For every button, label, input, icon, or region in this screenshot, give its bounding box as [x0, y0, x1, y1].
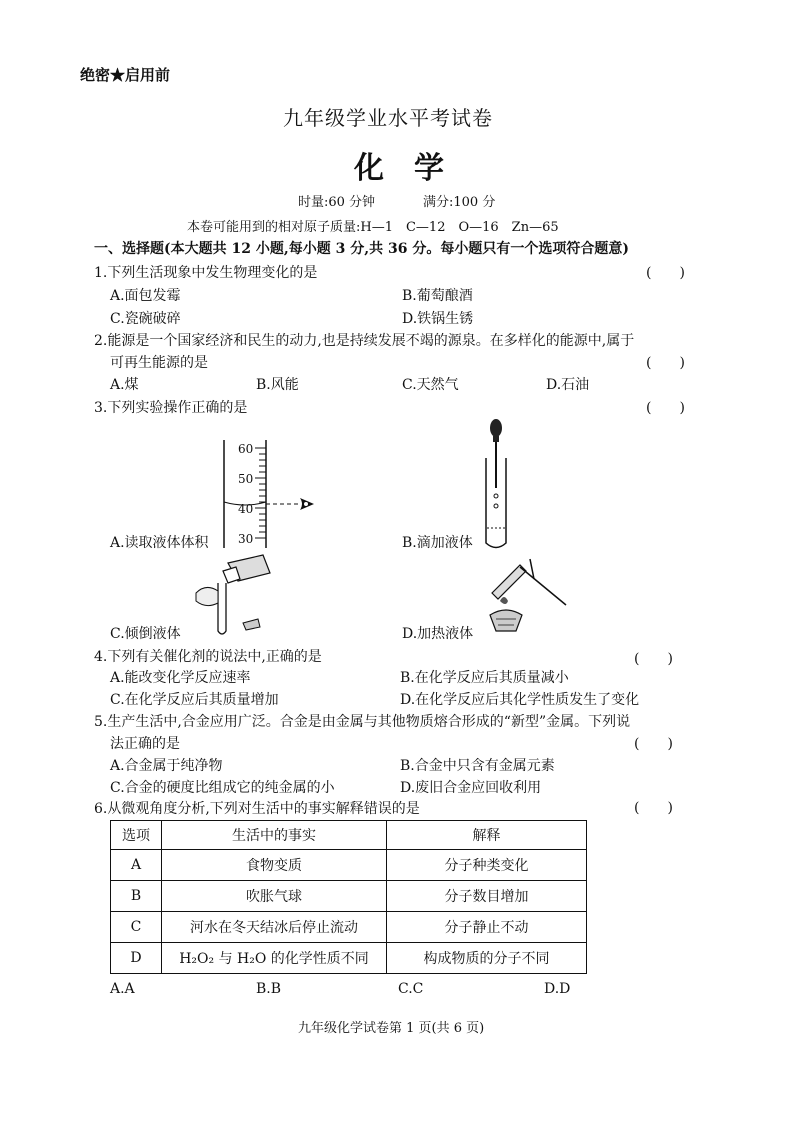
page-footer: 九年级化学试卷第 1 页(共 6 页) — [298, 1021, 485, 1036]
q4-option-a: A.能改变化学反应速率 — [110, 670, 251, 686]
table-cell: 分子种类变化 — [387, 850, 587, 881]
q3-option-d: D.加热液体 — [402, 626, 474, 642]
heating-liquid-illustration — [480, 553, 570, 638]
q1-option-b: B.葡萄酿酒 — [402, 288, 473, 304]
table-cell: 分子数目增加 — [387, 881, 587, 912]
q4-option-c: C.在化学反应后其质量增加 — [110, 692, 279, 708]
question-2-stem-line1: 2.能源是一个国家经济和民生的动力,也是持续发展不竭的源泉。在多样化的能源中,属于 — [94, 333, 635, 349]
table-header-cell: 解释 — [387, 821, 587, 850]
section-heading: 一、选择题(本大题共 12 小题,每小题 3 分,共 36 分。每小题只有一个选项符合题意) — [94, 241, 629, 257]
q3-option-c: C.倾倒液体 — [110, 626, 181, 642]
q2-option-b: B.风能 — [256, 377, 299, 393]
table-header-cell: 选项 — [111, 821, 162, 850]
tick-label: 60 — [238, 442, 254, 456]
table-cell: 分子静止不动 — [387, 912, 587, 943]
question-5-stem-line1: 5.生产生活中,合金应用广泛。合金是由金属与其他物质熔合形成的“新型”金属。下列说 — [94, 714, 631, 730]
table-cell: A — [111, 850, 162, 881]
table-row — [111, 912, 587, 943]
q2-option-a: A.煤 — [110, 377, 139, 393]
table-cell: H₂O₂ 与 H₂O 的化学性质不同 — [162, 943, 387, 974]
q2-option-d: D.石油 — [546, 377, 590, 393]
answer-blank: ( ) — [634, 651, 673, 667]
q2-option-c: C.天然气 — [402, 377, 459, 393]
graduated-cylinder-illustration — [200, 436, 330, 551]
q3-option-b: B.滴加液体 — [402, 535, 473, 551]
table-cell: C — [111, 912, 162, 943]
answer-blank: ( ) — [646, 400, 685, 416]
question-6-stem: 6.从微观角度分析,下列对生活中的事实解释错误的是 — [94, 801, 420, 817]
q1-option-a: A.面包发霉 — [110, 288, 181, 304]
table-cell: 河水在冬天结冰后停止流动 — [162, 912, 387, 943]
answer-blank: ( ) — [646, 265, 685, 281]
q6-option-b: B.B — [256, 981, 282, 997]
q4-option-d: D.在化学反应后其化学性质发生了变化 — [400, 692, 640, 708]
q5-option-b: B.合金中只含有金属元素 — [400, 758, 555, 774]
q1-option-d: D.铁锅生锈 — [402, 311, 474, 327]
table-row — [111, 943, 587, 974]
exam-title: 九年级学业水平考试卷 — [283, 106, 493, 130]
table-row — [111, 881, 587, 912]
question-4-stem: 4.下列有关催化剂的说法中,正确的是 — [94, 649, 322, 665]
tick-label: 50 — [238, 472, 254, 486]
atomic-mass-note: 本卷可能用到的相对原子质量:H—1 C—12 O—16 Zn—65 — [187, 220, 559, 235]
question-2-stem-line2: 可再生能源的是 — [110, 355, 208, 371]
tick-label: 30 — [238, 532, 254, 546]
q5-option-d: D.废旧合金应回收利用 — [400, 780, 542, 796]
question-1-stem: 1.下列生活现象中发生物理变化的是 — [94, 265, 318, 281]
exam-full-score: 满分:100 分 — [423, 195, 496, 210]
answer-blank: ( ) — [646, 355, 685, 371]
q5-option-a: A.合金属于纯净物 — [110, 758, 223, 774]
q6-option-d: D.D — [544, 981, 571, 997]
subject-title: 化 学 — [354, 151, 444, 186]
q1-option-c: C.瓷碗破碎 — [110, 311, 181, 327]
question-3-stem: 3.下列实验操作正确的是 — [94, 400, 248, 416]
dropper-illustration — [476, 418, 516, 553]
q5-option-c: C.合金的硬度比组成它的纯金属的小 — [110, 780, 335, 796]
table-cell: 构成物质的分子不同 — [387, 943, 587, 974]
confidential-label: 绝密★启用前 — [80, 66, 171, 84]
facts-table — [110, 820, 587, 974]
q6-option-a: A.A — [110, 981, 135, 997]
table-header-row — [111, 821, 587, 850]
q4-option-b: B.在化学反应后其质量减小 — [400, 670, 569, 686]
exam-time: 时量:60 分钟 — [298, 195, 376, 210]
table-cell: 食物变质 — [162, 850, 387, 881]
q3-option-a: A.读取液体体积 — [110, 535, 209, 551]
table-header-cell: 生活中的事实 — [162, 821, 387, 850]
pouring-liquid-illustration — [188, 553, 278, 638]
tick-label: 40 — [238, 502, 254, 516]
answer-blank: ( ) — [634, 800, 673, 816]
table-cell: D — [111, 943, 162, 974]
table-cell: 吹胀气球 — [162, 881, 387, 912]
question-5-stem-line2: 法正确的是 — [110, 736, 180, 752]
q6-option-c: C.C — [398, 981, 424, 997]
table-row — [111, 850, 587, 881]
table-cell: B — [111, 881, 162, 912]
answer-blank: ( ) — [634, 736, 673, 752]
